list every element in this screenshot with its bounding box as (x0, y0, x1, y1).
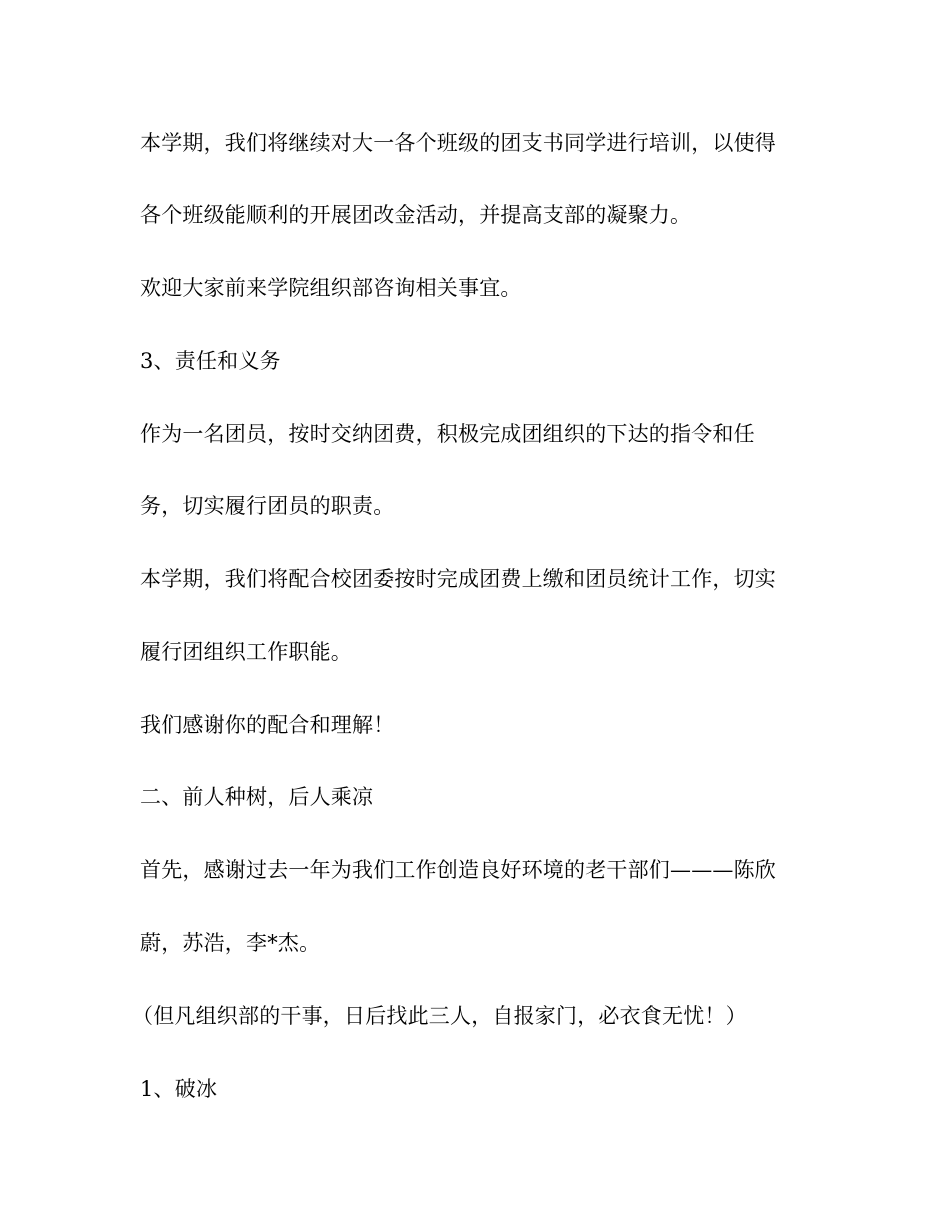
paragraph-line: （但凡组织部的干事，日后找此三人，自报家门，必衣食无忧！） (132, 1004, 747, 1028)
paragraph-line: 履行团组织工作职能。 (140, 640, 352, 664)
paragraph-line: 我们感谢你的配合和理解！ (140, 713, 395, 737)
section-heading: 二、前人种树，后人乘凉 (140, 785, 374, 809)
paragraph-line: 欢迎大家前来学院组织部咨询相关事宜。 (140, 276, 522, 300)
paragraph-line: 首先，感谢过去一年为我们工作创造良好环境的老干部们———陈欣 (140, 858, 776, 882)
paragraph-line: 作为一名团员，按时交纳团费，积极完成团组织的下达的指令和任 (140, 422, 755, 446)
section-heading: 3、责任和义务 (140, 349, 281, 373)
paragraph-line: 本学期，我们将配合校团委按时完成团费上缴和团员统计工作，切实 (140, 567, 776, 591)
paragraph-line: 本学期，我们将继续对大一各个班级的团支书同学进行培训，以使得 (140, 131, 776, 155)
paragraph-line: 务，切实履行团员的职责。 (140, 494, 395, 518)
paragraph-line: 蔚，苏浩，李*杰。 (140, 931, 321, 955)
paragraph-line: 各个班级能顺利的开展团改金活动，并提高支部的凝聚力。 (140, 203, 692, 227)
section-heading: 1、破冰 (140, 1077, 218, 1101)
